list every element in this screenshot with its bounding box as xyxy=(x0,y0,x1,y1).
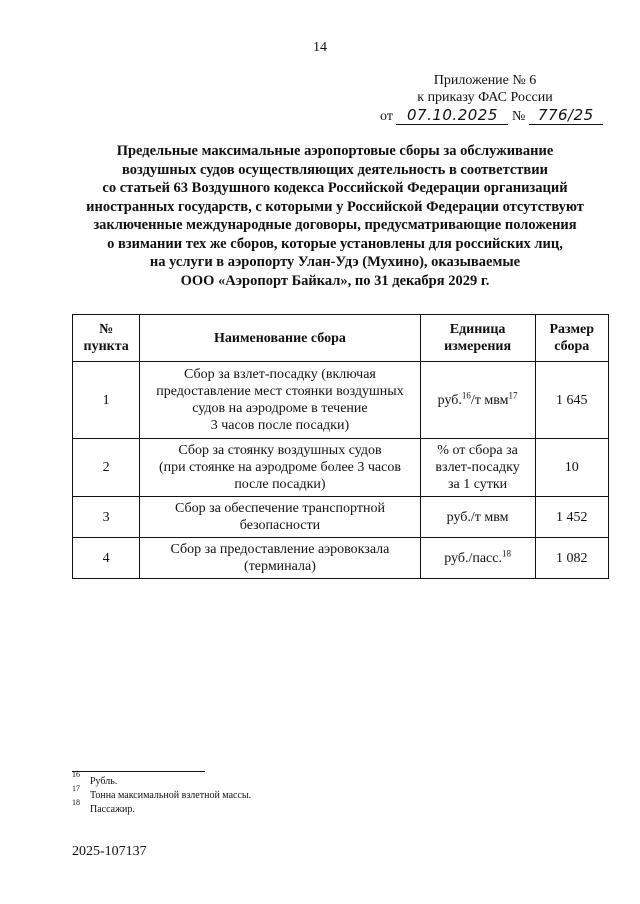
table-header-row xyxy=(73,315,609,362)
unit-text: руб. xyxy=(437,392,462,408)
order-date-number xyxy=(380,106,610,125)
header-size-line: Размер xyxy=(549,322,594,337)
appendix-title: Приложение № 6 xyxy=(433,73,537,88)
row-size: 1 082 xyxy=(535,538,609,579)
row-number: 4 xyxy=(73,538,140,579)
row-fee-name xyxy=(140,538,420,579)
row-fee-name xyxy=(140,439,420,497)
title-line: иностранных государств, с которыми у Российской Федерации отсутствуют xyxy=(86,198,584,215)
title-line: заключенные международные договоры, предусматривающие положения xyxy=(93,217,577,233)
row-fee-name xyxy=(140,497,420,538)
table-row xyxy=(73,362,609,439)
row-size: 10 xyxy=(535,439,609,497)
header-number-line: № xyxy=(99,322,114,337)
footnote-mark: 16 xyxy=(72,770,80,779)
row-unit xyxy=(420,362,535,439)
row-unit xyxy=(420,439,535,497)
fee-name-line: Сбор за предоставление аэровокзала xyxy=(170,542,390,557)
header-number xyxy=(73,315,140,362)
row-fee-name xyxy=(140,362,420,439)
header-unit-line: Единица xyxy=(449,322,506,337)
fee-name-line: (при стоянке на аэродроме более 3 часов xyxy=(158,460,401,475)
fee-name-line: предоставление мест стоянки воздушных xyxy=(156,384,404,399)
document-title xyxy=(70,142,600,290)
appendix-header xyxy=(380,72,590,106)
fee-name-line: Сбор за стоянку воздушных судов xyxy=(178,443,382,458)
fee-name-line: судов на аэродроме в течение xyxy=(192,401,368,416)
footnotes xyxy=(72,770,252,817)
handwritten-number: 776/25 xyxy=(529,106,603,125)
title-line: Предельные максимальные аэропортовые сборы за обслуживание xyxy=(116,143,554,159)
unit-text: руб./пасс. xyxy=(444,550,502,566)
page-number: 14 xyxy=(313,40,327,55)
header-unit-line: измерения xyxy=(444,339,512,354)
footnote-divider xyxy=(72,771,205,772)
header-size-line: сбора xyxy=(554,339,590,354)
header-fee-name: Наименование сбора xyxy=(140,315,420,362)
footnote-text: Пассажир. xyxy=(90,804,135,815)
unit-line: % от сбора за xyxy=(437,443,518,458)
row-number: 3 xyxy=(73,497,140,538)
title-line: со статьей 63 Воздушного кодекса Российской Федерации организаций xyxy=(102,180,568,196)
fee-name-line: 3 часов после посадки) xyxy=(210,418,350,433)
fee-name-line: Сбор за взлет-посадку (включая xyxy=(184,367,376,382)
handwritten-date: 07.10.2025 xyxy=(396,106,508,125)
fee-name-line: Сбор за обеспечение транспортной xyxy=(174,501,385,516)
title-line: ООО «Аэропорт Байкал», по 31 декабря 2029 г. xyxy=(180,272,490,289)
table-row xyxy=(73,497,609,538)
header-number-line: пункта xyxy=(83,339,129,354)
fees-table xyxy=(72,314,609,579)
footnote-ref: 16 xyxy=(461,389,471,400)
row-number: 2 xyxy=(73,439,140,497)
row-unit xyxy=(420,538,535,579)
fee-name-line: после посадки) xyxy=(234,477,326,492)
footnote-ref: 18 xyxy=(501,547,511,558)
header-unit xyxy=(420,315,535,362)
document-code: 2025-107137 xyxy=(72,844,147,859)
appendix-order-ref: к приказу ФАС России xyxy=(417,90,553,105)
unit-line: взлет-посадку xyxy=(435,460,520,475)
footnote xyxy=(72,770,251,789)
unit-line: за 1 сутки xyxy=(447,477,508,492)
footnote-text: Рубль. xyxy=(90,776,118,787)
footnote xyxy=(72,784,252,803)
footnote xyxy=(72,798,251,817)
fee-name-line: безопасности xyxy=(239,518,321,533)
title-line: о взимании тех же сборов, которые установлены для российских лиц, xyxy=(107,235,563,252)
table-row xyxy=(73,538,609,579)
row-size: 1 645 xyxy=(535,362,609,439)
row-size: 1 452 xyxy=(535,497,609,538)
date-prefix: от xyxy=(380,109,393,124)
footnote-mark: 18 xyxy=(72,798,80,807)
title-line: воздушных судов осуществляющих деятельность в соответствии xyxy=(122,161,548,178)
footnote-text: Тонна максимальной взлетной массы. xyxy=(90,790,252,801)
table-row xyxy=(73,439,609,497)
header-size xyxy=(535,315,609,362)
title-line: на услуги в аэропорту Улан-Удэ (Мухино), оказываемые xyxy=(149,254,521,270)
footnote-mark: 17 xyxy=(72,784,80,793)
number-prefix: № xyxy=(511,109,526,124)
fee-name-line: (терминала) xyxy=(244,559,316,574)
unit-text: /т мвм xyxy=(470,392,509,408)
row-number: 1 xyxy=(73,362,140,439)
footnote-ref: 17 xyxy=(508,389,518,400)
row-unit: руб./т мвм xyxy=(420,497,535,538)
